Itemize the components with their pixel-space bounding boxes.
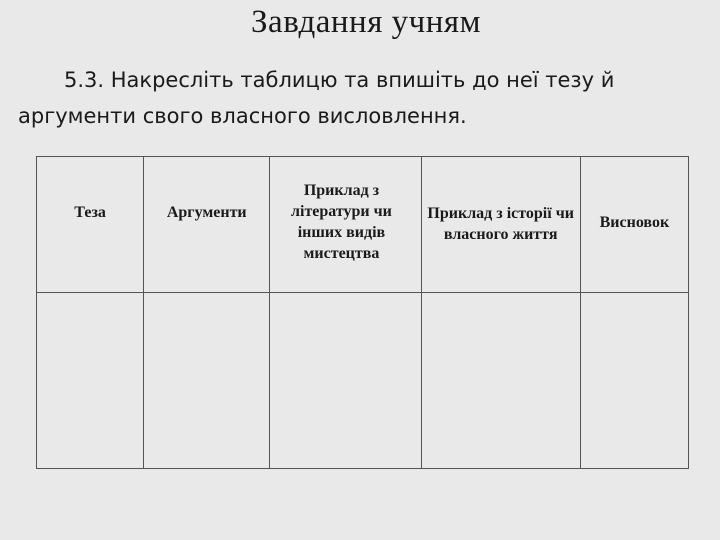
table-row — [37, 293, 689, 469]
cell-literature-example — [270, 293, 421, 469]
table-header-row — [37, 157, 689, 293]
task-instruction: 5.3. Накресліть таблицю та впишіть до неї тезу й аргументи свого власного висловлення. — [18, 68, 615, 128]
header-arguments: Аргументи — [144, 157, 270, 293]
header-conclusion: Висновок — [580, 157, 688, 293]
cell-thesis — [37, 293, 144, 469]
cell-conclusion — [580, 293, 688, 469]
header-thesis: Теза — [37, 157, 144, 293]
header-history-example: Приклад з історії чи власного життя — [421, 157, 580, 293]
cell-history-example — [421, 293, 580, 469]
thesis-arguments-table — [36, 156, 689, 469]
cell-arguments — [144, 293, 270, 469]
slide-title: Завдання учням — [251, 4, 481, 40]
header-literature-example: Приклад з літератури чи інших видів мистецтва — [270, 157, 421, 293]
